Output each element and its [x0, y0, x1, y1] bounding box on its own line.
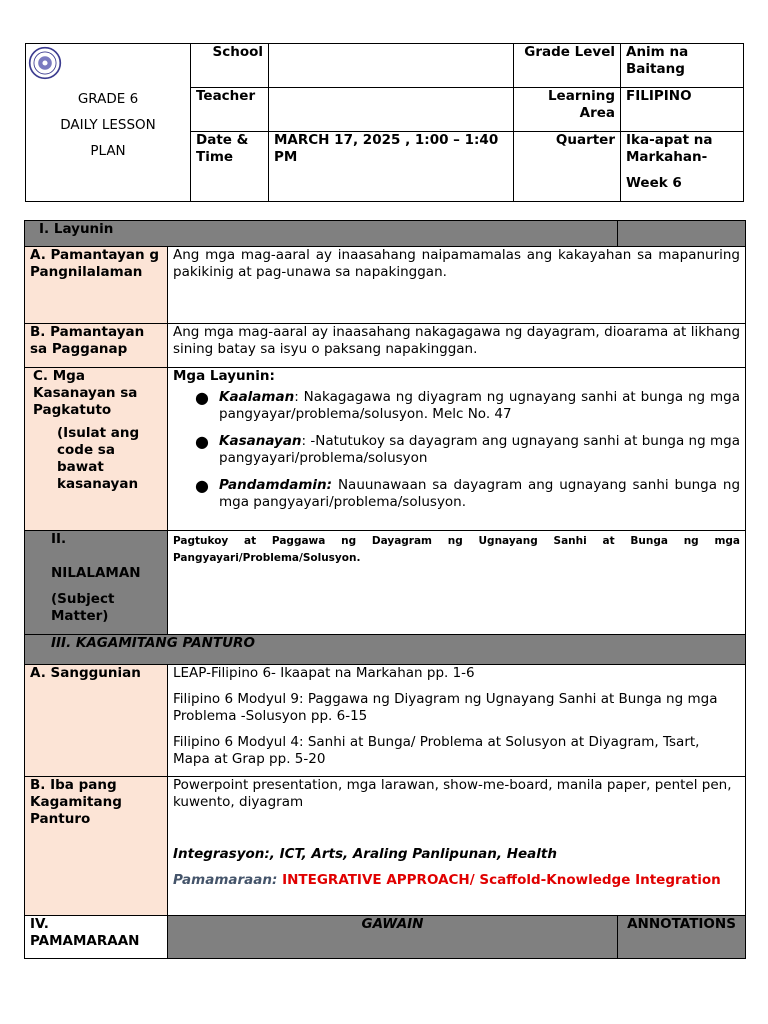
sanggunian-content [168, 665, 746, 777]
objective-text: Nauunawaan sa dayagram ang ugnayang sanhi bunga ng mga pangyayari/problema/solusyon. [219, 477, 741, 510]
nilalaman-number: II. [51, 531, 67, 547]
kasanayan-title: C. Mga Kasanayan sa Pagkatuto [33, 368, 138, 418]
annotations-heading: ANNOTATIONS [618, 916, 746, 959]
kasanayan-note: (Isulat ang code sa bawat kasanayan [57, 425, 140, 492]
objective-text: : Nakagagawa ng diyagram ng ugnayang sanhi at bunga ng mga pangyayar/problema/solusyon. Melc No. 47 [219, 389, 741, 422]
list-item [173, 433, 740, 467]
date-label: Date & Time [191, 132, 269, 202]
quarter-label: Quarter [514, 132, 621, 202]
learning-area-value: FILIPINO [621, 88, 744, 132]
grade-level-value: Anim na Baitang [621, 44, 744, 88]
iba-kagamitan-label: B. Iba pang Kagamitang Panturo [25, 777, 168, 916]
pamantayan-nilalaman-text: Ang mga mag-aaral ay inaasahang naipamamalas ang kakayahan sa mapanuring pakikinig at pag-unawa sa napakinggan. [168, 247, 746, 324]
school-value [269, 44, 514, 88]
iba-kagamitan-content [168, 777, 746, 916]
pamantayan-pagganap-label: B. Pamantayan sa Pagganap [25, 324, 168, 368]
layunin-heading: I. Layunin [25, 221, 618, 247]
bullet-icon: ● [195, 432, 209, 451]
quarter-value-line: Week 6 [626, 175, 682, 191]
materials-text: Powerpoint presentation, mga larawan, show-me-board, manila paper, pentel pen, kuwento, diyagram [173, 777, 732, 810]
nilalaman-text: Pagtukoy at Paggawa ng Dayagram ng Ugnayang Sanhi at Bunga ng mga Pangyayari/Problema/Solusyon. [168, 531, 746, 635]
teacher-value [269, 88, 514, 132]
objective-term: Kaalaman [219, 389, 295, 405]
grade-title-line: GRADE 6 [77, 91, 139, 107]
pamantayan-pagganap-text: Ang mga mag-aaral ay inaasahang nakagagawa ng dayagram, dioarama at likhang sining batay sa isyu o paksang napakinggan. [168, 324, 746, 368]
pamamaraan-value: INTEGRATIVE APPROACH/ Scaffold-Knowledge Integration [277, 872, 721, 888]
kasanayan-label [25, 368, 168, 531]
date-value: MARCH 17, 2025 , 1:00 – 1:40 PM [269, 132, 514, 202]
title-cell [26, 44, 191, 202]
nilalaman-subtitle: (Subject Matter) [51, 591, 115, 624]
pamamaraan-label: Pamamaraan: [173, 872, 278, 888]
school-label: School [191, 44, 269, 88]
header-table [25, 43, 744, 202]
grade-title [26, 86, 190, 164]
quarter-value [621, 132, 744, 202]
integrasyon-text: Integrasyon:, ICT, Arts, Araling Panlipunan, Health [173, 846, 557, 862]
layunin-heading-blank [618, 221, 746, 247]
objective-term: Pandamdamin: [219, 477, 333, 493]
reference-item: Filipino 6 Modyul 9: Paggawa ng Diyagram ng Ugnayang Sanhi at Bunga ng mga Problema -Solusyon pp. 6-15 [173, 691, 718, 724]
objective-text: : -Natutukoy sa dayagram ang ugnayang sanhi at bunga ng mga pangyayari/problema/solusyon [219, 433, 741, 466]
layunin-subheading: Mga Layunin: [173, 368, 275, 384]
list-item [173, 389, 740, 423]
quarter-value-line: Ika-apat na Markahan- [626, 132, 713, 165]
bullet-icon: ● [195, 388, 209, 407]
pamamaraan-section-label: IV. PAMAMARAAN [25, 916, 168, 959]
reference-item: Filipino 6 Modyul 4: Sanhi at Bunga/ Problema at Solusyon at Diyagram, Tsart, Mapa at Grap pp. 5-20 [173, 734, 700, 767]
nilalaman-title: NILALAMAN [51, 565, 141, 581]
objective-term: Kasanayan [219, 433, 302, 449]
grade-level-label: Grade Level [514, 44, 621, 88]
grade-title-line: PLAN [90, 143, 126, 159]
list-item [173, 477, 740, 511]
kagamitang-heading: III. KAGAMITANG PANTURO [25, 635, 746, 665]
learning-area-label: Learning Area [514, 88, 621, 132]
objectives-list [173, 389, 740, 511]
deped-seal-icon [28, 46, 62, 80]
bullet-icon: ● [195, 476, 209, 495]
teacher-label: Teacher [191, 88, 269, 132]
lesson-table [24, 220, 746, 959]
grade-title-line: DAILY LESSON [60, 117, 156, 133]
reference-item: LEAP-Filipino 6- Ikaapat na Markahan pp. 1-6 [173, 665, 475, 681]
kasanayan-content [168, 368, 746, 531]
gawain-heading: GAWAIN [168, 916, 618, 959]
nilalaman-label [25, 531, 168, 635]
pamantayan-nilalaman-label: A. Pamantayan g Pangnilalaman [25, 247, 168, 324]
sanggunian-label: A. Sanggunian [25, 665, 168, 777]
